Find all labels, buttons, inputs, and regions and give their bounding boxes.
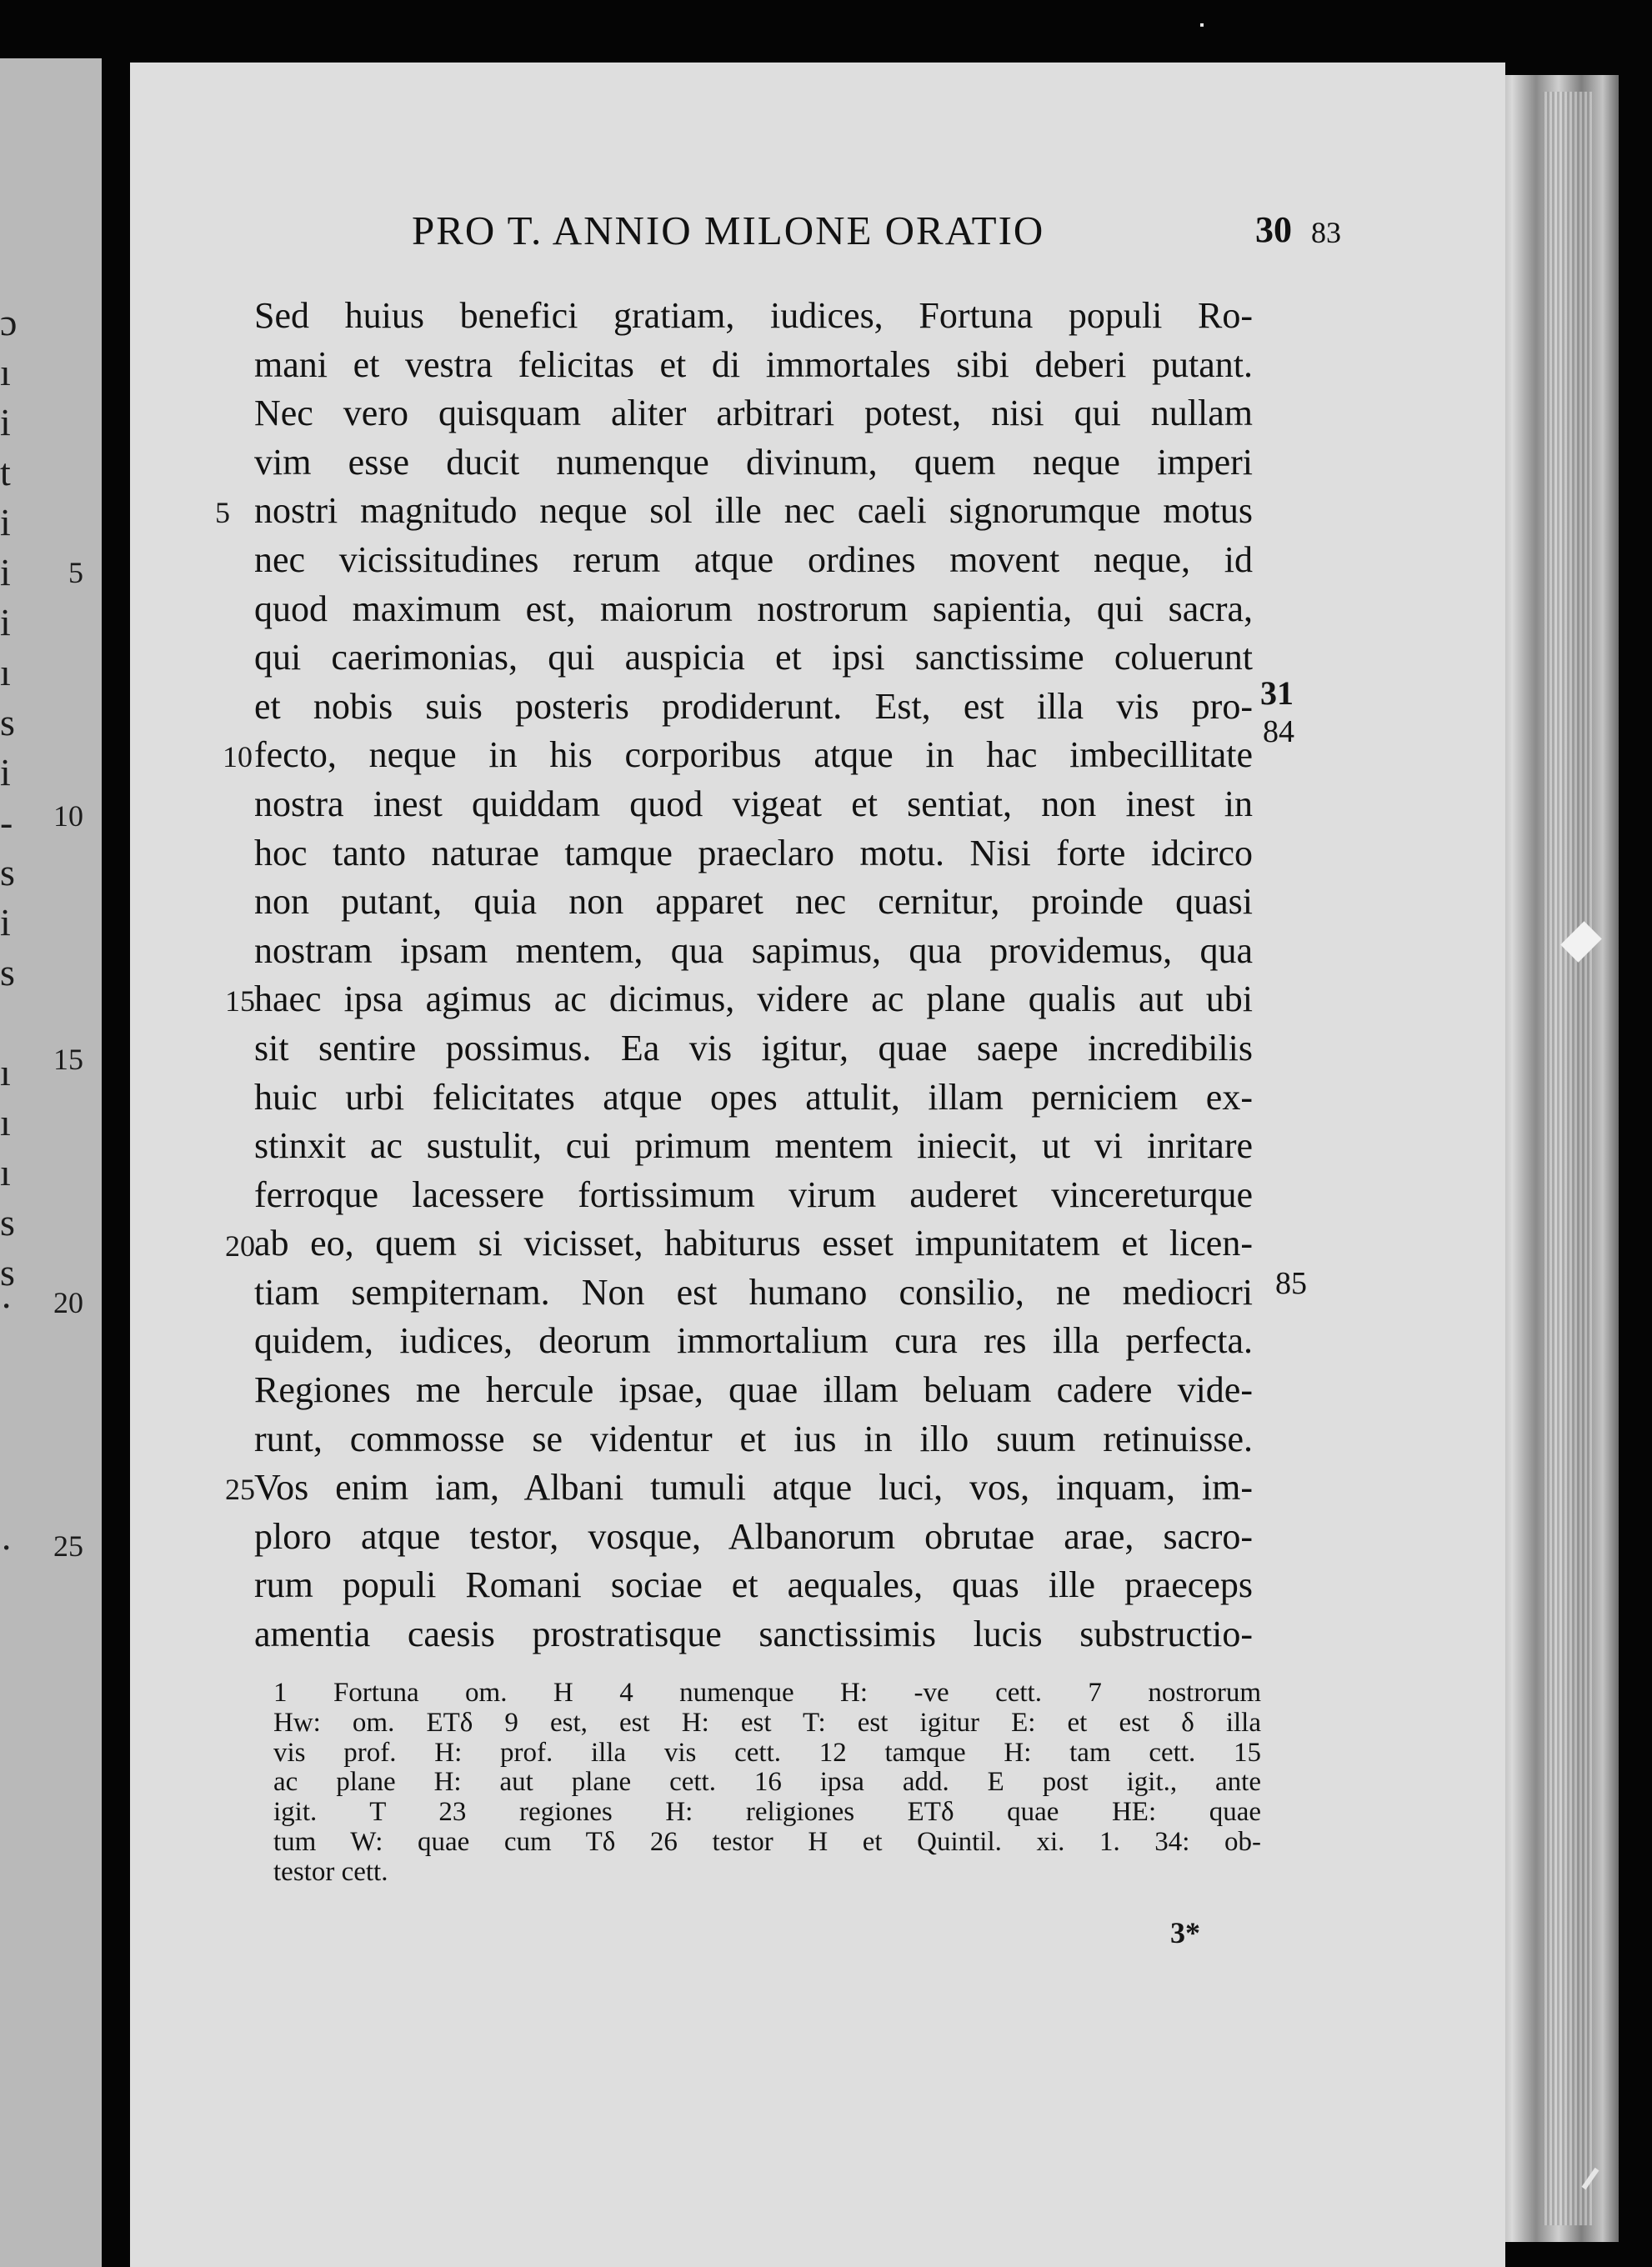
- left-edge-char: s: [0, 1251, 15, 1294]
- text-line: nec vicissitudines rerum atque ordines movent neque, id: [254, 538, 1253, 580]
- main-text-block: [254, 292, 1253, 1659]
- text-line: vim esse ducit numenque divinum, quem neque imperi: [254, 441, 1253, 483]
- left-line-number: 15: [53, 1043, 83, 1076]
- left-edge-char: t: [0, 451, 11, 493]
- apparatus-line: vis prof. H: prof. illa vis cett. 12 tamque H: tam cett. 15: [273, 1737, 1261, 1768]
- text-line: stinxit ac sustulit, cui primum mentem iniecit, ut vi inritare: [254, 1125, 1253, 1167]
- left-edge-char: ·: [0, 1284, 13, 1327]
- line-number-25: 25: [225, 1473, 255, 1506]
- text-line: sit sentire possimus. Ea vis igitur, quae saepe incredibilis: [254, 1027, 1253, 1068]
- left-edge-char: ɔ: [0, 301, 18, 343]
- text-line: ploro atque testor, vosque, Albanorum obrutae arae, sacro-: [254, 1515, 1253, 1557]
- line-number-15: 15: [225, 984, 255, 1018]
- running-head-chapter: 30: [1255, 209, 1292, 250]
- text-line: huic urbi felicitates atque opes attulit, illam perniciem ex-: [254, 1076, 1253, 1118]
- apparatus-line: testor cett.: [273, 1856, 388, 1887]
- left-edge-char: i: [0, 401, 11, 443]
- text-line: nostram ipsam mentem, qua sapimus, qua providemus, qua: [254, 929, 1253, 971]
- line-number-10: 10: [223, 740, 253, 773]
- text-line: haec ipsa agimus ac dicimus, videre ac plane qualis aut ubi: [254, 978, 1253, 1020]
- text-line: nostra inest quiddam quod vigeat et sentiat, non inest in: [254, 783, 1253, 824]
- left-edge-char: i: [0, 501, 11, 543]
- apparatus-line: 1 Fortuna om. H 4 numenque H: -ve cett. 7 nostrorum: [273, 1678, 1261, 1708]
- left-edge-char: s: [0, 701, 15, 743]
- apparatus-line: Hw: om. ETδ 9 est, est H: est T: est igitur E: et est δ illa: [273, 1707, 1261, 1738]
- left-edge-char: s: [0, 851, 15, 893]
- apparatus-line: igit. T 23 regiones H: religiones ETδ quae HE: quae: [273, 1797, 1261, 1828]
- apparatus-line: ac plane H: aut plane cett. 16 ipsa add. E post igit., ante: [273, 1767, 1261, 1798]
- text-line: non putant, quia non apparet nec cernitur, proinde quasi: [254, 881, 1253, 923]
- text-line: fecto, neque in his corporibus atque in hac imbecillitate: [254, 734, 1253, 776]
- text-line: nostri magnitudo neque sol ille nec caeli signorumque motus: [254, 490, 1253, 532]
- line-number-5: 5: [215, 496, 230, 529]
- text-line: tiam sempiternam. Non est humano consilio, ne mediocri: [254, 1271, 1253, 1313]
- line-number-20: 20: [225, 1229, 255, 1263]
- margin-section-85: 85: [1275, 1266, 1307, 1301]
- text-line: quod maximum est, maiorum nostrorum sapientia, qui sacra,: [254, 588, 1253, 629]
- left-edge-char: s: [0, 1201, 15, 1244]
- apparatus-line: tum W: quae cum Tδ 26 testor H et Quintil. xi. 1. 34: ob-: [273, 1826, 1261, 1857]
- left-edge-char: -: [0, 801, 13, 843]
- left-edge-char: ·: [0, 1526, 13, 1569]
- left-edge-char: i: [0, 751, 11, 793]
- left-line-number: 25: [53, 1529, 83, 1563]
- text-line: quidem, iudices, deorum immortalium cura res illa perfecta.: [254, 1320, 1253, 1362]
- left-edge-char: i: [0, 901, 11, 943]
- text-line: mani et vestra felicitas et di immortales sibi deberi putant.: [254, 343, 1253, 385]
- text-line: hoc tanto naturae tamque praeclaro motu. Nisi forte idcirco: [254, 832, 1253, 873]
- page-stack-lines: [1542, 92, 1592, 2225]
- critical-apparatus: [273, 1679, 1261, 1888]
- left-edge-char: s: [0, 951, 15, 993]
- text-line: Vos enim iam, Albani tumuli atque luci, vos, inquam, im-: [254, 1467, 1253, 1509]
- scan-speck: [1200, 23, 1204, 27]
- text-line: qui caerimonias, qui auspicia et ipsi sanctissime coluerunt: [254, 637, 1253, 678]
- text-line: et nobis suis posteris prodiderunt. Est, est illa vis pro-: [254, 685, 1253, 727]
- left-line-number: 5: [68, 556, 83, 589]
- running-head-title: PRO T. ANNIO MILONE ORATIO: [412, 208, 1045, 253]
- left-edge-char: i: [0, 551, 11, 593]
- text-line: runt, commosse se videntur et ius in illo suum retinuisse.: [254, 1418, 1253, 1459]
- text-line: amentia caesis prostratisque sanctissimis lucis substructio-: [254, 1614, 1253, 1655]
- left-edge-char: ı: [0, 1151, 11, 1194]
- gathering-signature: 3*: [1170, 1916, 1200, 1949]
- text-line: Regiones me hercule ipsae, quae illam beluam cadere vide-: [254, 1369, 1253, 1411]
- left-facing-page: [0, 58, 102, 2267]
- left-edge-char: ı: [0, 1101, 11, 1144]
- margin-chapter-31: 31: [1260, 674, 1294, 712]
- running-head-section: 83: [1311, 216, 1341, 249]
- text-line: ab eo, quem si vicisset, habiturus esset impunitatem et licen-: [254, 1223, 1253, 1264]
- left-line-number: 20: [53, 1286, 83, 1319]
- text-line: ferroque lacessere fortissimum virum auderet vincereturque: [254, 1174, 1253, 1215]
- text-line: rum populi Romani sociae et aequales, quas ille praeceps: [254, 1564, 1253, 1606]
- left-edge-char: i: [0, 601, 11, 643]
- text-line: Nec vero quisquam aliter arbitrari potest, nisi qui nullam: [254, 393, 1253, 434]
- left-edge-char: ı: [0, 651, 11, 693]
- text-line: Sed huius benefici gratiam, iudices, Fortuna populi Ro-: [254, 295, 1253, 336]
- left-line-number: 10: [53, 799, 83, 833]
- margin-section-84: 84: [1263, 714, 1294, 749]
- left-edge-char: ı: [0, 351, 11, 393]
- left-edge-char: ı: [0, 1051, 11, 1093]
